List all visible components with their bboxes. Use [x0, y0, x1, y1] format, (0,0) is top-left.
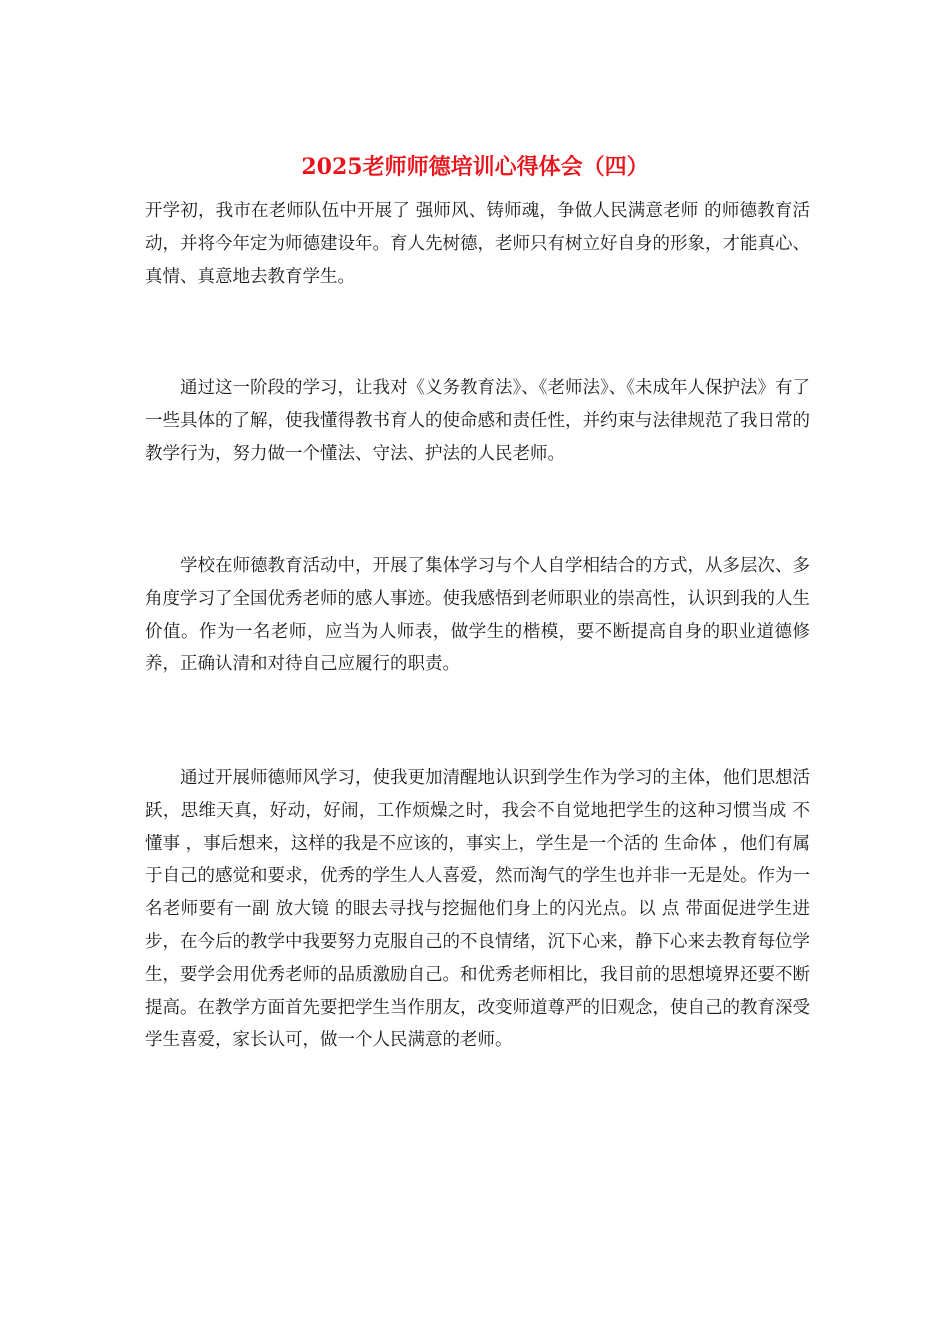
paragraph-1: 开学初，我市在老师队伍中开展了 强师风、铸师魂，争做人民满意老师 的师德教育活动，并将今年定为师德建设年。育人先树德，老师只有树立好自身的形象，才能真心、真情、真意地去教育学生。 — [145, 201, 810, 287]
paragraph-4: 通过开展师德师风学习，使我更加清醒地认识到学生作为学习的主体，他们思想活跃，思维天真，好动，好闹，工作烦燥之时，我会不自觉地把学生的这种习惯当成 不懂事 ，事后想来，这样的我是不应该的，事实上，学生是一个活的 生命体 ，他们有属于自己的感觉和要求，优秀的学生人人喜爱，然而淘气的学生也并非一无是处。作为一名老师要有一副 放大镜 的眼去寻找与挖掘他们身上的闪光点。以 点 带面促进学生进步，在今后的教学中我要努力克服自己的不良情绪，沉下心来，静下心来去教育每位学生，要学会用优秀老师的品质激励自己。和优秀老师相比，我目前的思想境界还要不断提高。在教学方面首先要把学生当作朋友，改变师道尊严的旧观念，使自己的教育深受学生喜爱，家长认可，做一个人民满意的老师。 — [145, 768, 810, 1051]
document-title: 2025老师师德培训心得体会（四） — [301, 154, 649, 180]
paragraph-3: 学校在师德教育活动中，开展了集体学习与个人自学相结合的方式，从多层次、多角度学习了全国优秀老师的感人事迹。使我感悟到老师职业的崇高性，认识到我的人生价值。作为一名老师，应当为人师表，做学生的楷模，要不断提高自身的职业道德修养，正确认清和对待自己应履行的职责。 — [145, 556, 810, 675]
paragraph-2: 通过这一阶段的学习，让我对《义务教育法》、《老师法》、《未成年人保护法》有了一些具体的了解，使我懂得教书育人的使命感和责任性，并约束与法律规范了我日常的教学行为，努力做一个懂法、守法、护法的人民老师。 — [145, 378, 810, 464]
